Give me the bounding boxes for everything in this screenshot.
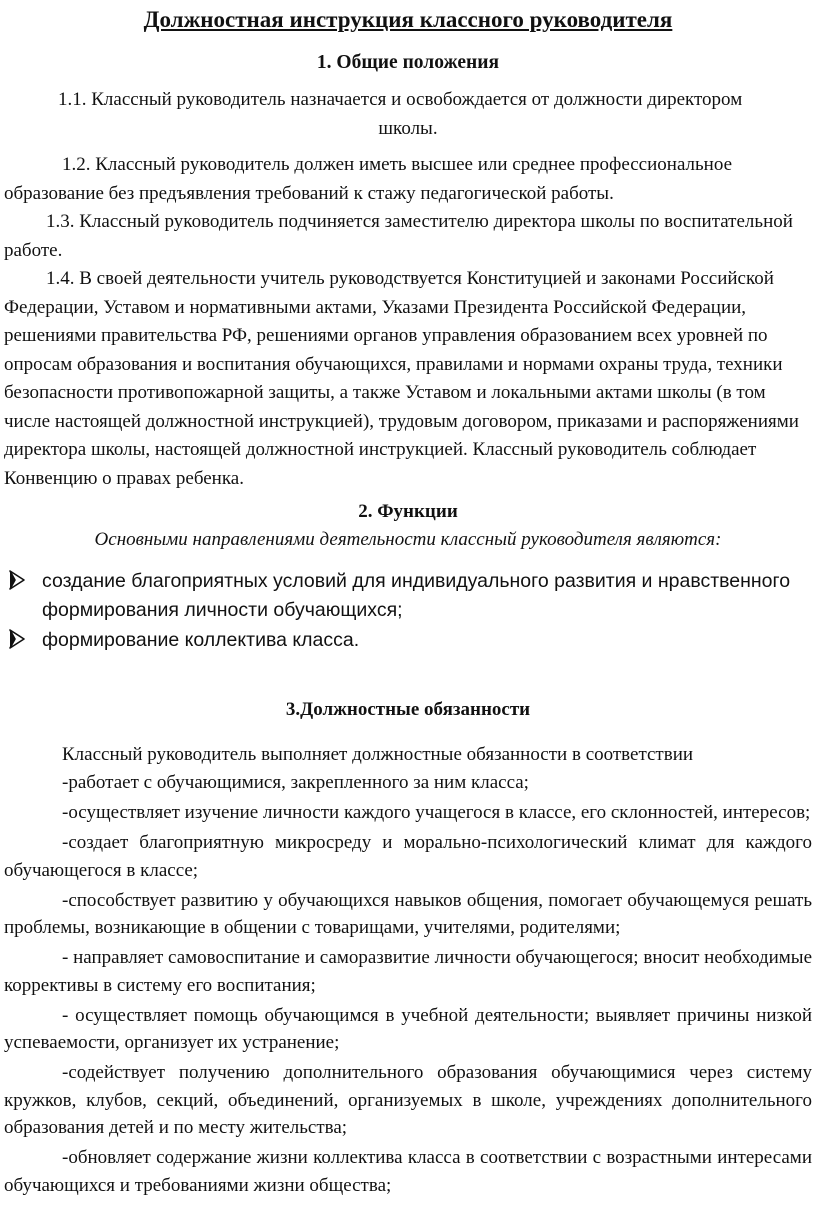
duty-item: - осуществляет помощь обучающимся в учебной деятельности; выявляет причины низкой успеваемости, организует их устранение; bbox=[4, 1004, 812, 1053]
section-heading-general: 1. Общие положения bbox=[316, 52, 500, 73]
list-item bbox=[4, 567, 812, 625]
duty-item: -обновляет содержание жизни коллектива класса в соответствии с возрастными интересами обучающихся и требованиями жизни общества; bbox=[4, 1147, 812, 1196]
functions-list bbox=[4, 567, 812, 655]
duty-item: -создает благоприятную микросреду и морально-психологический климат для каждого обучающегося в классе; bbox=[4, 832, 812, 881]
functions-lead: Основными направлениями деятельности классный руководителя являются: bbox=[94, 529, 722, 550]
document-title: Должностная инструкция классного руководителя bbox=[143, 7, 673, 32]
arrow-bullet-icon bbox=[8, 568, 26, 592]
duty-item: -содействует получению дополнительного образования обучающимися через систему кружков, клубов, секций, объединений, организуемых в школе, учреждениях дополнительного образования детей и по месту жительства; bbox=[4, 1062, 812, 1138]
paragraph-1-1-line1: 1.1. Классный руководитель назначается и освобождается от должности директором bbox=[58, 89, 743, 110]
list-item-text: формирование коллектива класса. bbox=[42, 629, 360, 651]
duties-intro: Классный руководитель выполняет должностные обязанности в соответствии bbox=[62, 744, 694, 765]
duties-list bbox=[4, 769, 812, 1199]
paragraph-1-1-line2: школы. bbox=[378, 117, 438, 139]
arrow-bullet-icon bbox=[8, 627, 26, 651]
list-item bbox=[4, 626, 812, 655]
section-heading-functions: 2. Функции bbox=[358, 501, 458, 522]
paragraph-1-2: 1.2. Классный руководитель должен иметь высшее или среднее профессиональное образование без предъявления требований к стажу педагогической работы. bbox=[4, 154, 733, 204]
paragraph-1-1 bbox=[4, 86, 812, 143]
duty-item: - направляет самовоспитание и саморазвитие личности обучающегося; вносит необходимые коррективы в систему его воспитания; bbox=[4, 947, 812, 996]
duty-item: -осуществляет изучение личности каждого учащегося в классе, его склонностей, интересов; bbox=[62, 802, 811, 823]
paragraph-1-4: 1.4. В своей деятельности учитель руководствуется Конституцией и законами Российской Федерации, Уставом и нормативными актами, Указами Президента Российской Федерации, решениями правительства РФ, решениями органов управления образованием всех уровней по опросам образования и воспитания обучающихся, правилами и нормами охраны труда, техники безопасности противопожарной защиты, а также Уставом и локальными актами школы (в том числе настоящей должностной инструкцией), трудовым договором, приказами и распоряжениями директора школы, настоящей должностной инструкцией. Классный руководитель соблюдает Конвенцию о правах ребенка. bbox=[4, 268, 799, 489]
list-item-text: создание благоприятных условий для индивидуального развития и нравственного формирования личности обучающихся; bbox=[42, 570, 791, 621]
section-heading-duties: 3.Должностные обязанности bbox=[285, 699, 531, 720]
duty-item: -работает с обучающимися, закрепленного за ним класса; bbox=[62, 772, 529, 793]
paragraph-1-3: 1.3. Классный руководитель подчиняется заместителю директора школы по воспитательной работе. bbox=[4, 211, 793, 261]
duty-item: -способствует развитию у обучающихся навыков общения, помогает обучающемуся решать проблемы, возникающие в общении с товарищами, учителями, родителями; bbox=[4, 889, 812, 938]
